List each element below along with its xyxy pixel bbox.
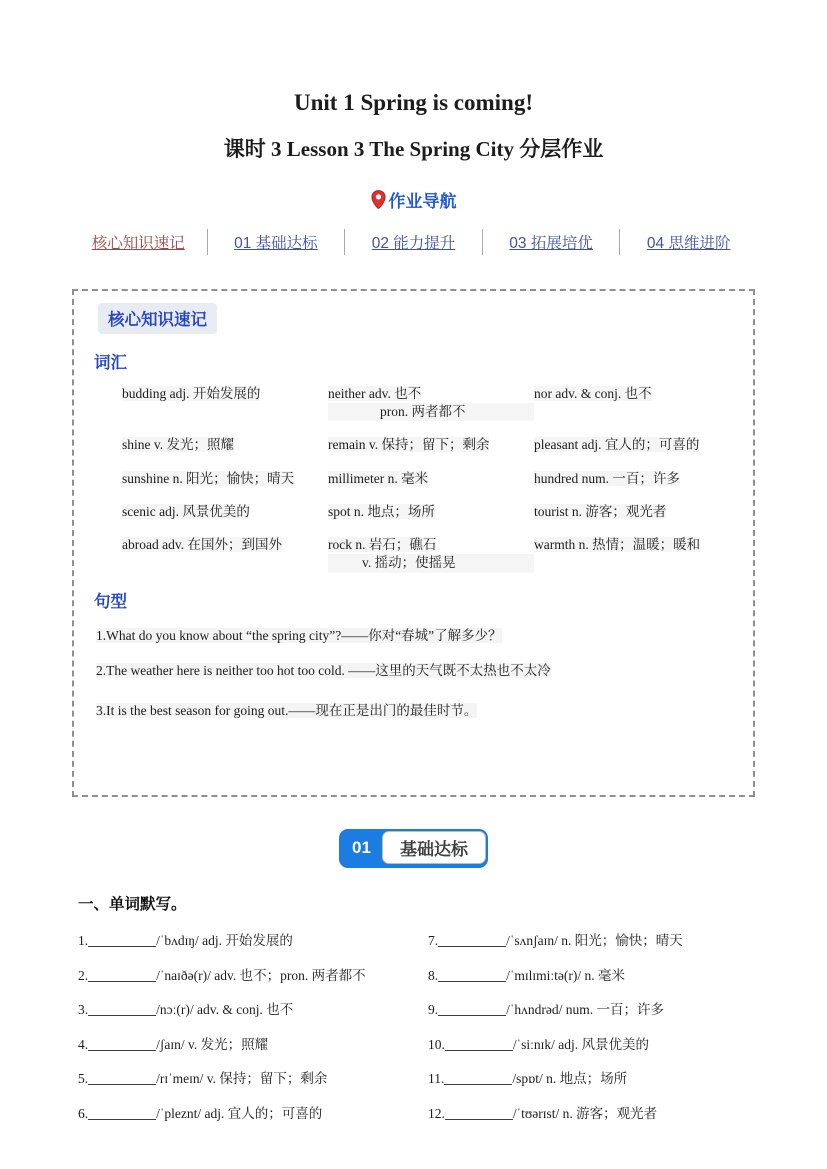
vocab-entry: abroad adv. 在国外；到国外 — [122, 537, 282, 553]
dictation-item: 4. /ʃaɪn/ v. 发光；照耀 — [78, 1036, 269, 1052]
vocab-entry: warmth n. 热情；温暖；暖和 — [534, 537, 701, 553]
answer-blank[interactable] — [88, 1037, 156, 1051]
dictation-item: 12. /ˈtʊərɪst/ n. 游客；观光者 — [428, 1105, 658, 1121]
vocab-entry: sunshine n. 阳光；愉快；晴天 — [122, 470, 295, 486]
vocab-entry: pleasant adj. 宜人的；可喜的 — [534, 437, 700, 453]
dictation-item: 1. /ˈbʌdɪŋ/ adj. 开始发展的 — [78, 933, 293, 948]
vocab-entry: hundred num. 一百；许多 — [534, 470, 680, 486]
dictation-item: 8. /ˈmɪlɪmiːtə(r)/ n. 毫米 — [428, 967, 625, 983]
vocab-entry: nor adv. & conj. 也不 — [534, 386, 652, 401]
answer-blank[interactable] — [438, 933, 506, 947]
answer-blank[interactable] — [438, 968, 506, 982]
dictation-item: 2. /ˈnaɪðə(r)/ adv. 也不；pron. 两者都不 — [78, 967, 366, 983]
vocab-entry: shine v. 发光；照耀 — [122, 437, 234, 453]
page-title: Unit 1 Spring is coming! — [294, 90, 533, 115]
nav-link-expand[interactable]: 03 拓展培优 — [509, 235, 593, 252]
sentence-item: 2.The weather here is neither too hot too cold. ——这里的天气既不太热也不太冷 — [96, 662, 551, 678]
vocab-grid — [94, 385, 733, 573]
location-pin-icon — [371, 190, 386, 210]
answer-blank[interactable] — [88, 1106, 156, 1120]
dictation-item: 6. /ˈpleznt/ adj. 宜人的；可喜的 — [78, 1105, 323, 1121]
answer-blank[interactable] — [445, 1106, 513, 1120]
nav-link-thinking[interactable]: 04 思维进阶 — [646, 235, 731, 252]
section-badge-label: 基础达标 — [382, 831, 486, 864]
answer-blank[interactable] — [438, 1002, 506, 1016]
sentence-list — [94, 624, 733, 719]
dictation-column-left — [78, 929, 428, 1136]
dictation-item: 3. /nɔː(r)/ adv. & conj. 也不 — [78, 1002, 294, 1017]
nav-title-label: 作业导航 — [388, 192, 457, 211]
vocab-entry: rock n. 岩石；礁石 v. 摇动；使摇晃 — [328, 536, 534, 572]
word-dictation-list — [78, 929, 827, 1136]
vocab-entry: budding adj. 开始发展的 — [122, 386, 261, 401]
sentence-item: 1.What do you know about “the spring city”?——你对“春城”了解多少？ — [96, 627, 502, 643]
core-knowledge-box — [72, 289, 755, 797]
vocab-entry: scenic adj. 风景优美的 — [122, 503, 250, 519]
answer-blank[interactable] — [88, 968, 156, 982]
dictation-item: 7. /ˈsʌnʃaɪn/ n. 阳光；愉快；晴天 — [428, 933, 683, 948]
answer-blank[interactable] — [88, 1002, 156, 1016]
dictation-item: 9. /ˈhʌndrəd/ num. 一百；许多 — [428, 1002, 664, 1017]
section-badge — [339, 829, 488, 868]
dictation-item: 11. /spɒt/ n. 地点；场所 — [428, 1071, 628, 1086]
homework-nav-title — [0, 187, 827, 212]
answer-blank[interactable] — [88, 933, 156, 947]
page-subtitle: 课时 3 Lesson 3 The Spring City 分层作业 — [223, 137, 604, 161]
answer-blank[interactable] — [445, 1037, 513, 1051]
answer-blank[interactable] — [444, 1071, 512, 1085]
vocab-entry: remain v. 保持；留下；剩余 — [328, 437, 490, 453]
vocab-entry: millimeter n. 毫米 — [328, 470, 429, 486]
vocab-entry: neither adv. 也不 pron. 两者都不 — [328, 385, 534, 421]
section-nav — [70, 229, 757, 255]
nav-link-ability[interactable]: 02 能力提升 — [371, 235, 456, 252]
nav-link-core-knowledge[interactable]: 核心知识速记 — [91, 235, 185, 252]
vocab-entry: spot n. 地点；场所 — [328, 503, 435, 519]
section-badge-row — [0, 829, 827, 868]
exercise-title: 一、单词默写。 — [78, 896, 187, 913]
answer-blank[interactable] — [88, 1071, 156, 1085]
core-knowledge-title: 核心知识速记 — [98, 303, 217, 334]
sentence-item: 3.It is the best season for going out.——现在正是出门的最佳时节。 — [96, 702, 478, 718]
nav-link-basic[interactable]: 01 基础达标 — [234, 235, 318, 252]
sentences-heading: 句型 — [94, 592, 127, 611]
section-badge-number: 01 — [352, 837, 371, 857]
vocab-entry: tourist n. 游客；观光者 — [534, 503, 667, 519]
vocab-heading: 词汇 — [94, 354, 127, 372]
dictation-item: 10. /ˈsiːnɪk/ adj. 风景优美的 — [428, 1036, 649, 1052]
dictation-item: 5. /rɪˈmeɪn/ v. 保持；留下；剩余 — [78, 1071, 328, 1086]
dictation-column-right — [428, 929, 827, 1136]
